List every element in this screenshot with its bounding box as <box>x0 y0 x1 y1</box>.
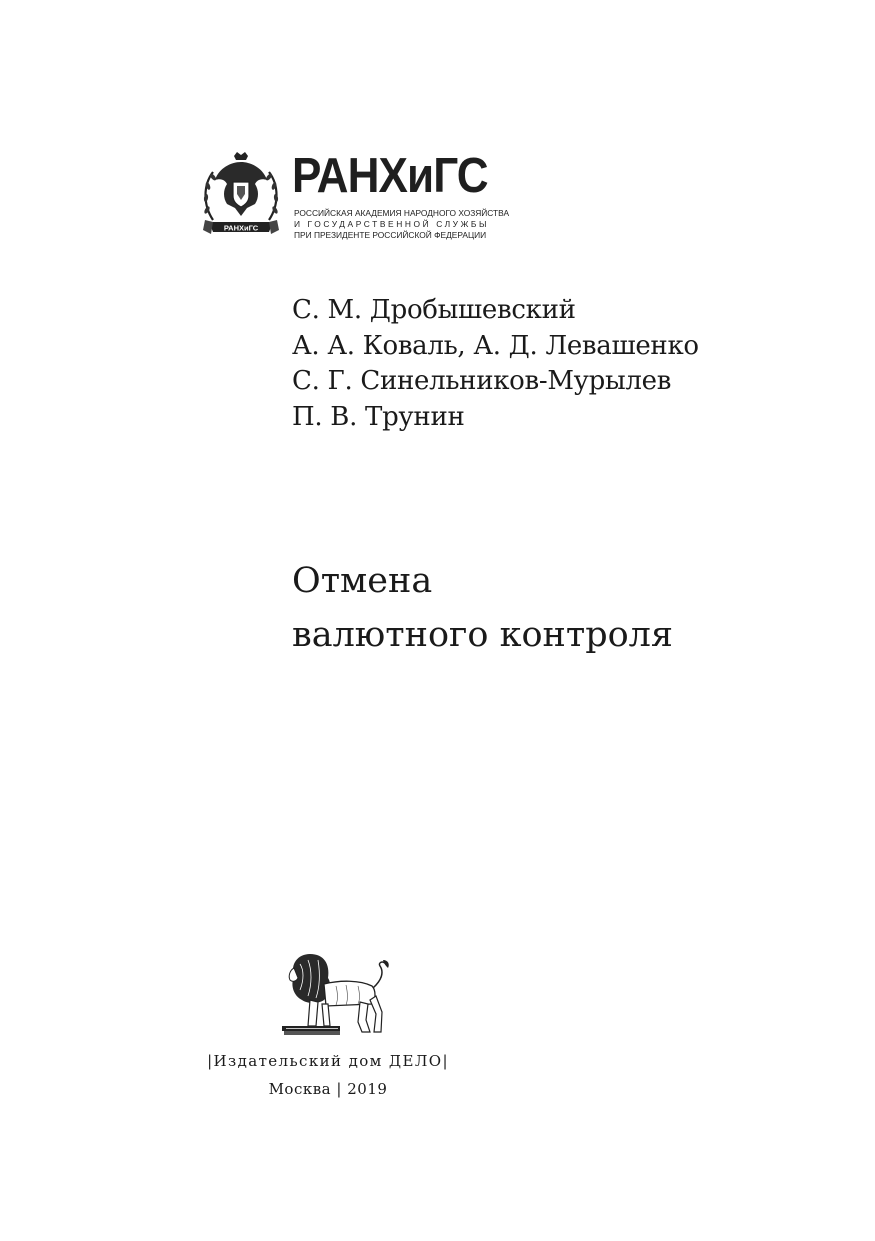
institution-subtitle <box>294 208 509 241</box>
book-title-line-1: Отмена <box>292 561 433 601</box>
author-line-2: А. А. Коваль, А. Д. Левашенко <box>292 330 699 361</box>
ranepa-emblem-icon <box>201 150 281 242</box>
publisher-left-bar: | <box>207 1052 214 1070</box>
book-title <box>292 554 673 662</box>
book-title-line-2: валютного контроля <box>292 615 674 655</box>
publication-year: 2019 <box>347 1080 388 1098</box>
city-year-separator: | <box>336 1080 342 1098</box>
author-line-4: П. В. Трунин <box>292 401 465 432</box>
institution-subtitle-line-1: РОССИЙСКАЯ АКАДЕМИЯ НАРОДНОГО ХОЗЯЙСТВА <box>294 208 510 218</box>
publisher-name-text: Издательский дом ДЕЛО <box>213 1052 443 1070</box>
author-line-1: С. М. Дробышевский <box>292 295 576 325</box>
institution-subtitle-line-3: ПРИ ПРЕЗИДЕНТЕ РОССИЙСКОЙ ФЕДЕРАЦИИ <box>294 230 487 240</box>
institution-subtitle-line-2: И ГОСУДАРСТВЕННОЙ СЛУЖБЫ <box>294 219 490 229</box>
authors-list <box>292 293 699 435</box>
author-line-3: С. Г. Синельников-Мурылев <box>292 366 672 396</box>
lion-publisher-mark-icon <box>280 950 392 1038</box>
publication-place-year <box>193 1080 463 1098</box>
publisher-name <box>193 1052 463 1070</box>
emblem-ribbon-text: РАНХиГС <box>223 223 259 233</box>
institution-logo-text: РАНХиГС <box>292 149 488 203</box>
publisher-right-bar: | <box>442 1052 449 1070</box>
publication-city: Москва <box>268 1080 332 1098</box>
